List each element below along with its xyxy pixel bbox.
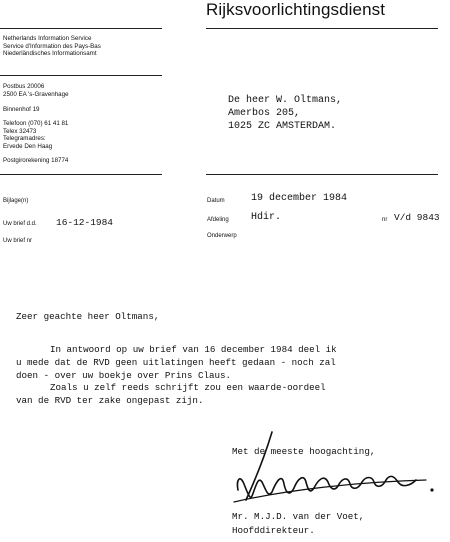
bijlagen-label: Bijlage(n) [3, 198, 29, 204]
recipient-line: De heer W. Oltmans, [228, 95, 343, 106]
afdeling-value: Hdir. [251, 212, 282, 223]
closing: Met de meeste hoogachting, [232, 446, 376, 457]
contact-line: Telefoon (070) 61 41 81 [3, 120, 69, 127]
body-line: doen - over uw boekje over Prins Claus. [16, 369, 232, 381]
datum-value: 19 december 1984 [251, 193, 348, 204]
contact-info [3, 120, 68, 150]
uw-brief-dd-label: Uw brief d.d. [3, 221, 37, 227]
divider [0, 75, 162, 76]
divider [0, 174, 162, 175]
postal-line: Postbus 20006 [3, 83, 45, 90]
uw-brief-nr-label: Uw brief nr [3, 238, 33, 244]
signature-image [226, 430, 448, 506]
signatory-title: Hoofddirekteur. [232, 525, 315, 536]
contact-line: Ervede Den Haag [3, 142, 53, 150]
giro-number: Postgirorekening 18774 [3, 157, 69, 164]
uw-brief-dd-value: 16-12-1984 [56, 217, 114, 228]
letter-body [16, 344, 337, 408]
afdeling-label: Afdeling [207, 217, 229, 223]
body-line: Zoals u zelf reeds schrijft zou een waarde-oordeel [50, 382, 326, 394]
street-address: Binnenhof 19 [3, 106, 40, 113]
datum-label: Datum [207, 198, 225, 204]
recipient-line: Amerbos 205, [228, 108, 301, 119]
service-names [3, 35, 101, 58]
ref-value: V/d 9843 [394, 212, 440, 223]
divider [0, 28, 162, 29]
salutation: Zeer geachte heer Oltmans, [16, 311, 160, 322]
body-line: u mede dat de RVD geen uitlatingen heeft gedaan - noch zal [16, 356, 336, 368]
postal-line: 2500 EA 's-Gravenhage [3, 90, 69, 98]
divider [206, 28, 438, 29]
service-name-en: Netherlands Information Service [3, 35, 92, 42]
postal-address [3, 83, 69, 98]
recipient-address [228, 94, 342, 133]
letterhead-title: Rijksvoorlichtingsdienst [206, 0, 386, 19]
body-line: In antwoord op uw brief van 16 december 1984 deel ik [50, 344, 337, 355]
body-line: van de RVD ter zake ongepast zijn. [16, 395, 204, 407]
service-name-fr: Service d'Information des Pays-Bas [3, 42, 101, 50]
divider [206, 174, 438, 175]
service-name-de: Niederländisches Informationsamt [3, 50, 97, 58]
onderwerp-label: Onderwerp [207, 233, 237, 239]
contact-line: Telex 32473 [3, 127, 37, 135]
signatory-name: Mr. M.J.D. van der Voet, [232, 511, 365, 522]
ref-label: nr [382, 217, 388, 223]
recipient-line: 1025 ZC AMSTERDAM. [228, 121, 337, 132]
contact-line: Telegramadres: [3, 135, 46, 143]
